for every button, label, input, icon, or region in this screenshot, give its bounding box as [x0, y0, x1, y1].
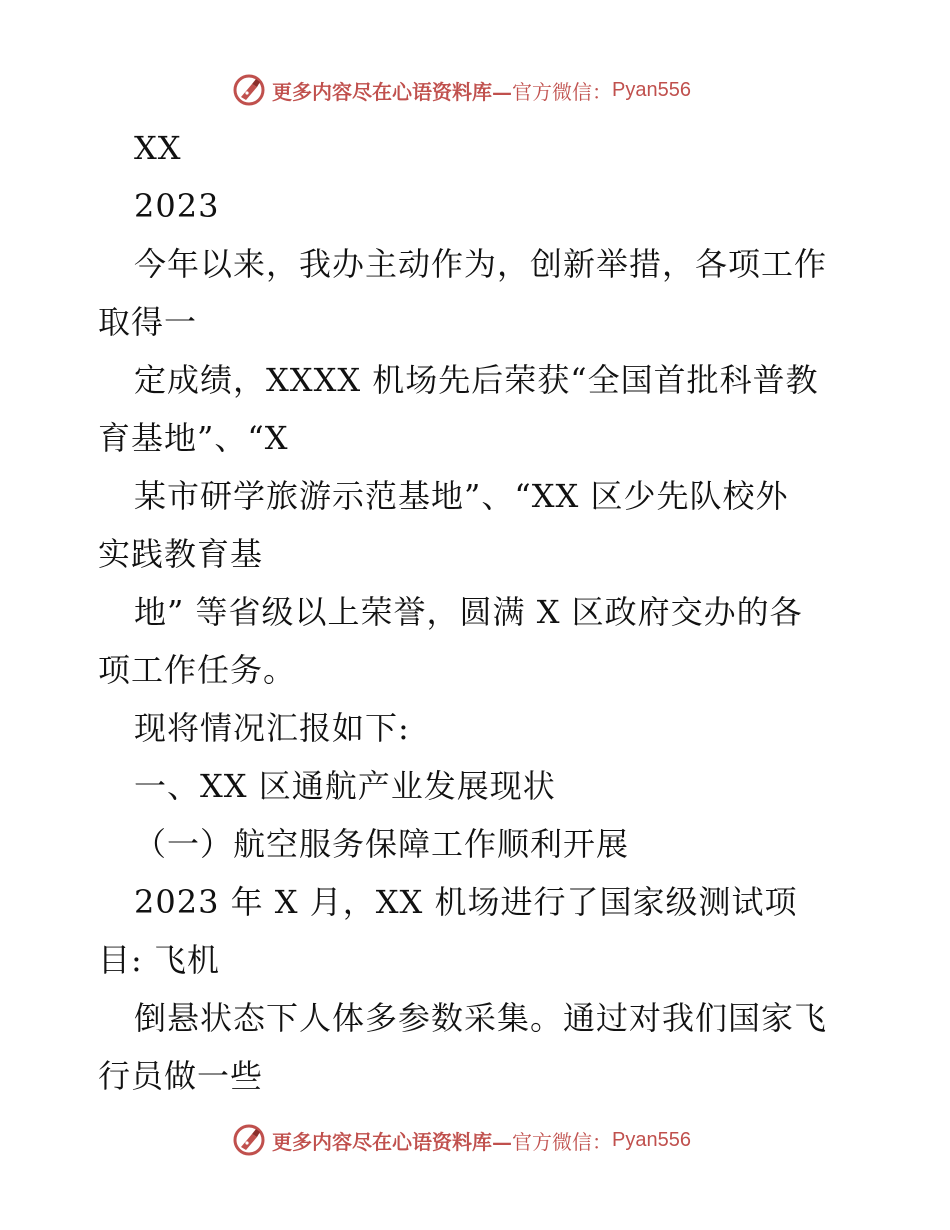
doc-line: 定成绩，XXXX 机场先后荣获“全国首批科普教: [134, 361, 819, 399]
banner-wechat-label: 官方微信：: [512, 1129, 612, 1154]
doc-line: XX: [134, 129, 182, 167]
footer-banner: [232, 1120, 752, 1160]
doc-line: 育基地”、“X: [98, 419, 289, 457]
doc-line: 地” 等省级以上荣誉，圆满 X 区政府交办的各: [134, 593, 803, 631]
banner-title: 更多内容尽在心语资料库—: [272, 79, 512, 104]
banner-wechat-label: 官方微信：: [512, 79, 612, 104]
doc-line: 现将情况汇报如下:: [134, 709, 410, 747]
doc-line: 实践教育基: [98, 535, 264, 573]
doc-line: 行员做一些: [98, 1057, 264, 1095]
doc-line: 取得一: [98, 303, 198, 341]
doc-line: 今年以来，我办主动作为，创新举措，各项工作: [134, 245, 828, 283]
doc-line: 项工作任务。: [98, 651, 297, 689]
doc-line: 2023 年 X 月，XX 机场进行了国家级测试项: [134, 883, 798, 921]
banner-wechat-id: Pyan556: [612, 1128, 691, 1151]
doc-line: 倒悬状态下人体多参数采集。通过对我们国家飞: [134, 999, 828, 1037]
banner-wechat-id: Pyan556: [612, 78, 691, 101]
doc-line: 2023: [134, 187, 220, 225]
pen-nib-logo-icon: [232, 73, 266, 107]
header-banner: [232, 70, 752, 110]
section-heading: 一、XX 区通航产业发展现状: [134, 767, 556, 805]
doc-line: 目: 飞机: [98, 941, 220, 979]
banner-title: 更多内容尽在心语资料库—: [272, 1129, 512, 1154]
doc-line: 某市研学旅游示范基地”、“XX 区少先队校外: [134, 477, 789, 515]
subsection-heading: （一）航空服务保障工作顺利开展: [134, 825, 630, 863]
pen-nib-logo-icon: [232, 1123, 266, 1157]
